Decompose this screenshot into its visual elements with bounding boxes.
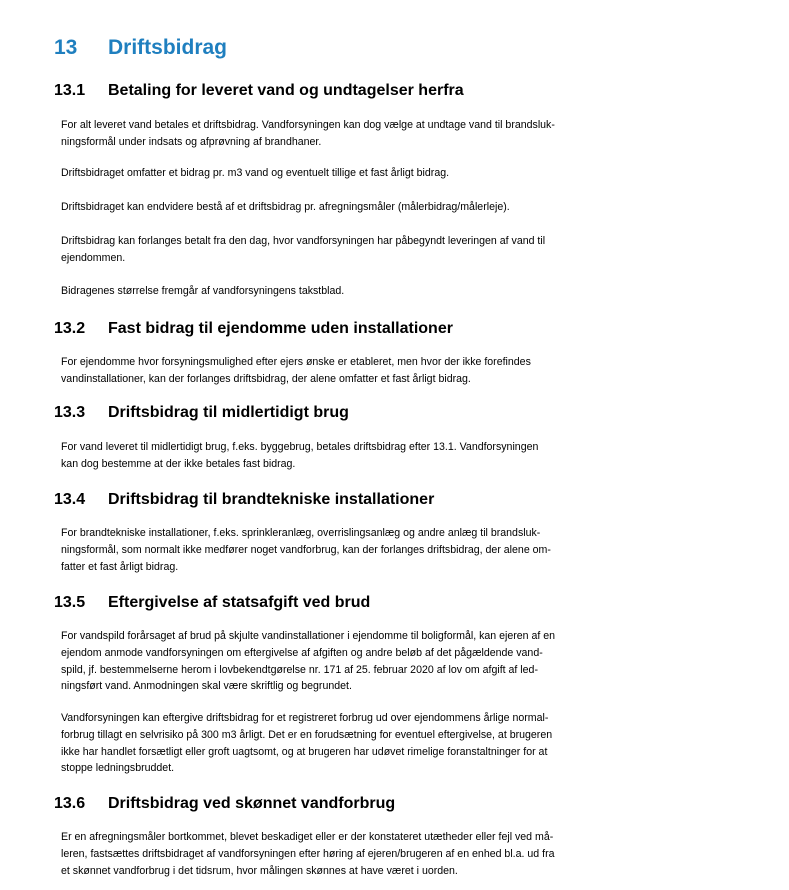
section-heading-13-2 [54,320,453,338]
section-title: Driftsbidrag ved skønnet vandforbrug [108,795,396,812]
paragraph [61,628,651,695]
paragraph [61,829,651,879]
text-line: leren, fastsættes driftsbidraget af vandforsyningen efter høring af ejeren/brugeren af en enhed bl.a. ud fra [61,847,555,860]
section-number: 13.6 [54,795,86,812]
section-heading-13-6 [54,795,395,813]
text-line: For vand leveret til midlertidigt brug, f.eks. byggebrug, betales driftsbidrag efter 13.1. Vandforsyningen [61,441,539,453]
section-title: Eftergivelse af statsafgift ved brud [108,594,371,611]
section-number: 13.3 [54,404,86,421]
section-title: Fast bidrag til ejendomme uden installationer [108,320,453,337]
paragraph [61,165,651,182]
section-title: Driftsbidrag til brandtekniske installationer [108,491,435,508]
paragraph [61,354,651,388]
section-title: Driftsbidrag til midlertidigt brug [108,404,349,421]
text-line: For vandspild forårsaget af brud på skjulte vandinstallationer i ejendomme til boligformål, kan ejeren af en [61,630,556,642]
chapter-heading [54,36,227,60]
section-number: 13.1 [54,82,86,99]
paragraph [61,283,651,300]
text-line: ikke har handlet forsætligt eller groft uagtsomt, og at brugeren har udøvet rimelige foranstaltninger for at [61,745,548,758]
text-line: Vandforsyningen kan eftergive driftsbidrag for et registreret forbrug ud over ejendommens årlige normal- [61,712,549,724]
text-line: ningsført vand. Anmodningen skal være skriftlig og begrundet. [61,680,352,693]
section-heading-13-3 [54,404,349,422]
text-line: kan dog bestemme at der ikke betales fast bidrag. [61,457,296,470]
section-heading-13-4 [54,491,434,509]
section-heading-13-5 [54,594,370,612]
section-number: 13.5 [54,594,86,611]
text-line: For brandtekniske installationer, f.eks. sprinkleranlæg, overrislingsanlæg og andre anlæg til brandsluk- [61,527,541,539]
text-line: spild, jf. bestemmelserne herom i lovbekendtgørelse nr. 171 af 25. februar 2020 af lov om afgift af led- [61,663,538,676]
text-line: ningsformål under indsats og afprøvning af brandhaner. [61,135,322,148]
paragraph [61,710,651,777]
paragraph [61,199,651,216]
text-line: Driftsbidraget kan endvidere bestå af et driftsbidrag pr. afregningsmåler (målerbidrag/målerleje). [61,201,510,213]
text-line: fatter et fast årligt bidrag. [61,560,179,573]
paragraph [61,233,651,267]
paragraph [61,439,651,473]
text-line: stoppe ledningsbruddet. [61,762,175,775]
text-line: ejendom anmode vandforsyningen om eftergivelse af afgiften og andre beløb af det pågældende vand- [61,646,543,659]
text-line: vandinstallationer, kan der forlanges driftsbidrag, der alene omfatter et fast årligt bidrag. [61,372,471,385]
text-line: forbrug tillagt en selvrisiko på 300 m3 årligt. Det er en forudsætning for eventuel eftergivelse, at brugeren [61,728,553,741]
text-line: For ejendomme hvor forsyningsmulighed efter ejers ønske er etableret, men hvor der ikke forefindes [61,356,531,368]
text-line: ningsformål, som normalt ikke medfører noget vandforbrug, kan der forlanges driftsbidrag, der alene om- [61,543,551,556]
text-line: Driftsbidrag kan forlanges betalt fra den dag, hvor vandforsyningen har påbegyndt leveringen af vand til [61,235,546,247]
section-title: Betaling for leveret vand og undtagelser herfra [108,82,464,99]
section-number: 13.4 [54,491,86,508]
text-line: For alt leveret vand betales et driftsbidrag. Vandforsyningen kan dog vælge at undtage vand til brandsluk- [61,119,555,131]
text-line: et skønnet vandforbrug i det tidsrum, hvor målingen skønnes at have været i uorden. [61,864,458,877]
chapter-number: 13 [54,36,78,59]
paragraph [61,117,651,151]
text-line: Driftsbidraget omfatter et bidrag pr. m3 vand og eventuelt tillige et fast årligt bidrag. [61,167,450,179]
section-heading-13-1 [54,82,464,100]
section-number: 13.2 [54,320,86,337]
text-line: Er en afregningsmåler bortkommet, blevet beskadiget eller er der konstateret utætheder eller fejl ved må- [61,831,554,843]
chapter-title: Driftsbidrag [108,36,228,59]
text-line: Bidragenes størrelse fremgår af vandforsyningens takstblad. [61,285,345,297]
text-line: ejendommen. [61,251,126,264]
paragraph [61,525,651,575]
